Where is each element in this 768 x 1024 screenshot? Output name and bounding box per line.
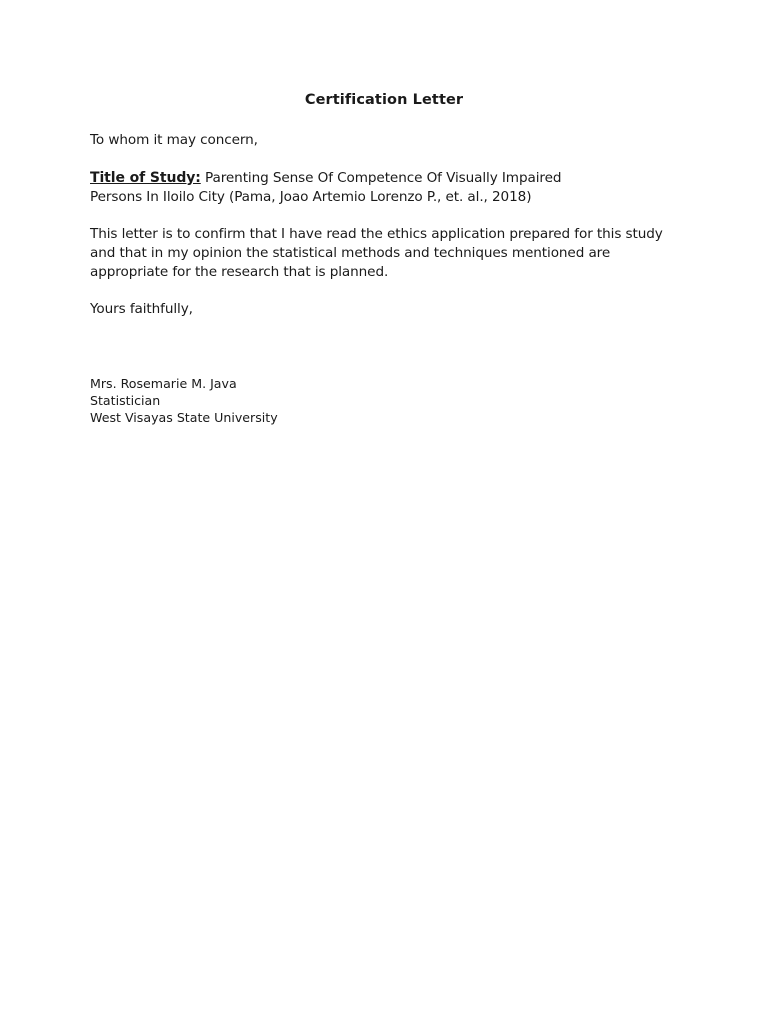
confirmation-line-2: and that in my opinion the statistical methods and techniques mentioned are	[90, 245, 611, 261]
signatory-name: Mrs. Rosemarie M. Java	[90, 376, 237, 391]
letter-title: Certification Letter	[304, 92, 464, 108]
study-title-line-1	[90, 169, 690, 188]
confirmation-paragraph	[90, 225, 690, 282]
salutation: To whom it may concern,	[90, 132, 258, 148]
signatory-institution: West Visayas State University	[90, 410, 278, 425]
signature-block	[90, 375, 490, 426]
closing: Yours faithfully,	[90, 301, 193, 317]
study-title-label: Title of Study:	[90, 170, 201, 186]
study-title-text-1: Parenting Sense Of Competence Of Visually Impaired	[205, 170, 562, 186]
signatory-role: Statistician	[90, 393, 161, 408]
confirmation-line-1: This letter is to confirm that I have read the ethics application prepared for this study	[90, 226, 663, 242]
study-title-block	[90, 169, 690, 207]
confirmation-line-3: appropriate for the research that is planned.	[90, 264, 389, 280]
study-title-text-2: Persons In Iloilo City (Pama, Joao Artemio Lorenzo P., et. al., 2018)	[90, 189, 532, 205]
